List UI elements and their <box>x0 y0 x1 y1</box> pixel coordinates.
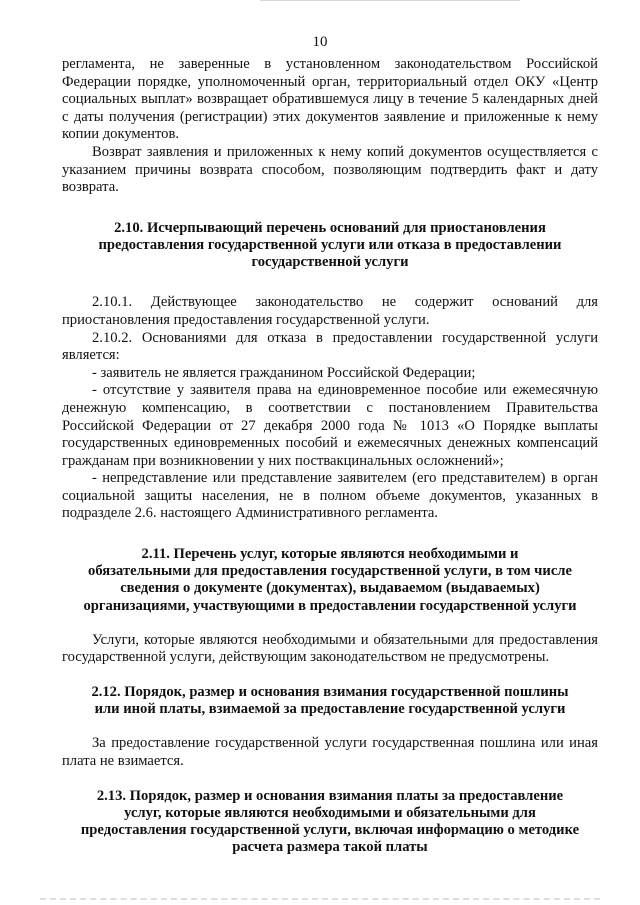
heading-section-2-12 <box>62 684 598 718</box>
list-item-missing-documents: - непредставление или представление заявителем (его представителем) в орган социальной защиты населения, не в полном объеме документов, указанных в подразделе 2.6. настоящего Административного регламента. <box>62 470 598 522</box>
paragraph-2-10-2: 2.10.2. Основаниями для отказа в предоставлении государственной услуги является: <box>62 329 598 364</box>
document-body <box>62 56 598 856</box>
heading-line: предоставления государственной услуги, включая информацию о методике <box>80 822 580 839</box>
page-number: 10 <box>312 34 328 50</box>
paragraph-return-documents: регламента, не заверенные в установленном законодательством Российской Федерации порядке, уполномоченный орган, территориальный отдел ОКУ «Центр социальных выплат» возвращает обратившемуся лицу в течение 5 календарных дней с даты получения (регистрации) этих документов заявление и приложенные к нему копии документов. <box>62 56 598 143</box>
heading-line: организациями, участвующими в предоставлении государственной услуги <box>83 597 577 614</box>
heading-line: 2.11. Перечень услуг, которые являются необходимыми и <box>141 546 519 563</box>
heading-line: 2.10. Исчерпывающий перечень оснований для приостановления <box>114 219 546 236</box>
heading-line: услуг, которые являются необходимыми и обязательными для <box>124 804 536 821</box>
heading-section-2-10 <box>62 220 598 272</box>
heading-section-2-13 <box>62 788 598 857</box>
list-item-not-citizen: - заявитель не является гражданином Российской Федерации; <box>92 364 476 381</box>
heading-line: расчета размера такой платы <box>232 839 428 856</box>
heading-section-2-11 <box>62 546 598 615</box>
scan-artifact-bottom <box>40 898 600 903</box>
paragraph-2-11-services: Услуги, которые являются необходимыми и обязательными для предоставления государственной услуги, действующим законодательством не предусмотрены. <box>62 631 598 666</box>
heading-line: 2.12. Порядок, размер и основания взимания государственной пошлины <box>91 684 569 701</box>
paragraph-2-12-no-fee: За предоставление государственной услуги государственная пошлина или иная плата не взимается. <box>62 735 598 770</box>
heading-line: государственной услуги <box>251 254 409 271</box>
heading-line: 2.13. Порядок, размер и основания взимания платы за предоставление <box>96 787 564 804</box>
heading-line: сведения о документе (документах), выдаваемом (выдаваемых) <box>120 580 540 597</box>
heading-line: обязательными для предоставления государственной услуги, в том числе <box>88 563 572 580</box>
list-item-no-entitlement: - отсутствие у заявителя права на единовременное пособие или ежемесячную денежную компенсацию, в соответствии с постановлением Правительства Российской Федерации от 27 декабря 2000 года № 1013 «О Порядке выплаты государственных единовременных пособий и ежемесячных денежных компенсаций гражданам при возникновении у них поствакцинальных осложнений»; <box>62 382 598 469</box>
paragraph-return-method: Возврат заявления и приложенных к нему копий документов осуществляется с указанием причины возврата способом, позволяющим подтвердить факт и дату возврата. <box>62 143 598 196</box>
paragraph-2-10-1: 2.10.1. Действующее законодательство не содержит оснований для приостановления предоставления государственной услуги. <box>62 294 598 328</box>
scan-artifact-top <box>260 0 520 3</box>
heading-line: предоставления государственной услуги или отказа в предоставлении <box>98 236 562 253</box>
heading-line: или иной платы, взимаемой за предоставление государственной услуги <box>94 701 566 718</box>
